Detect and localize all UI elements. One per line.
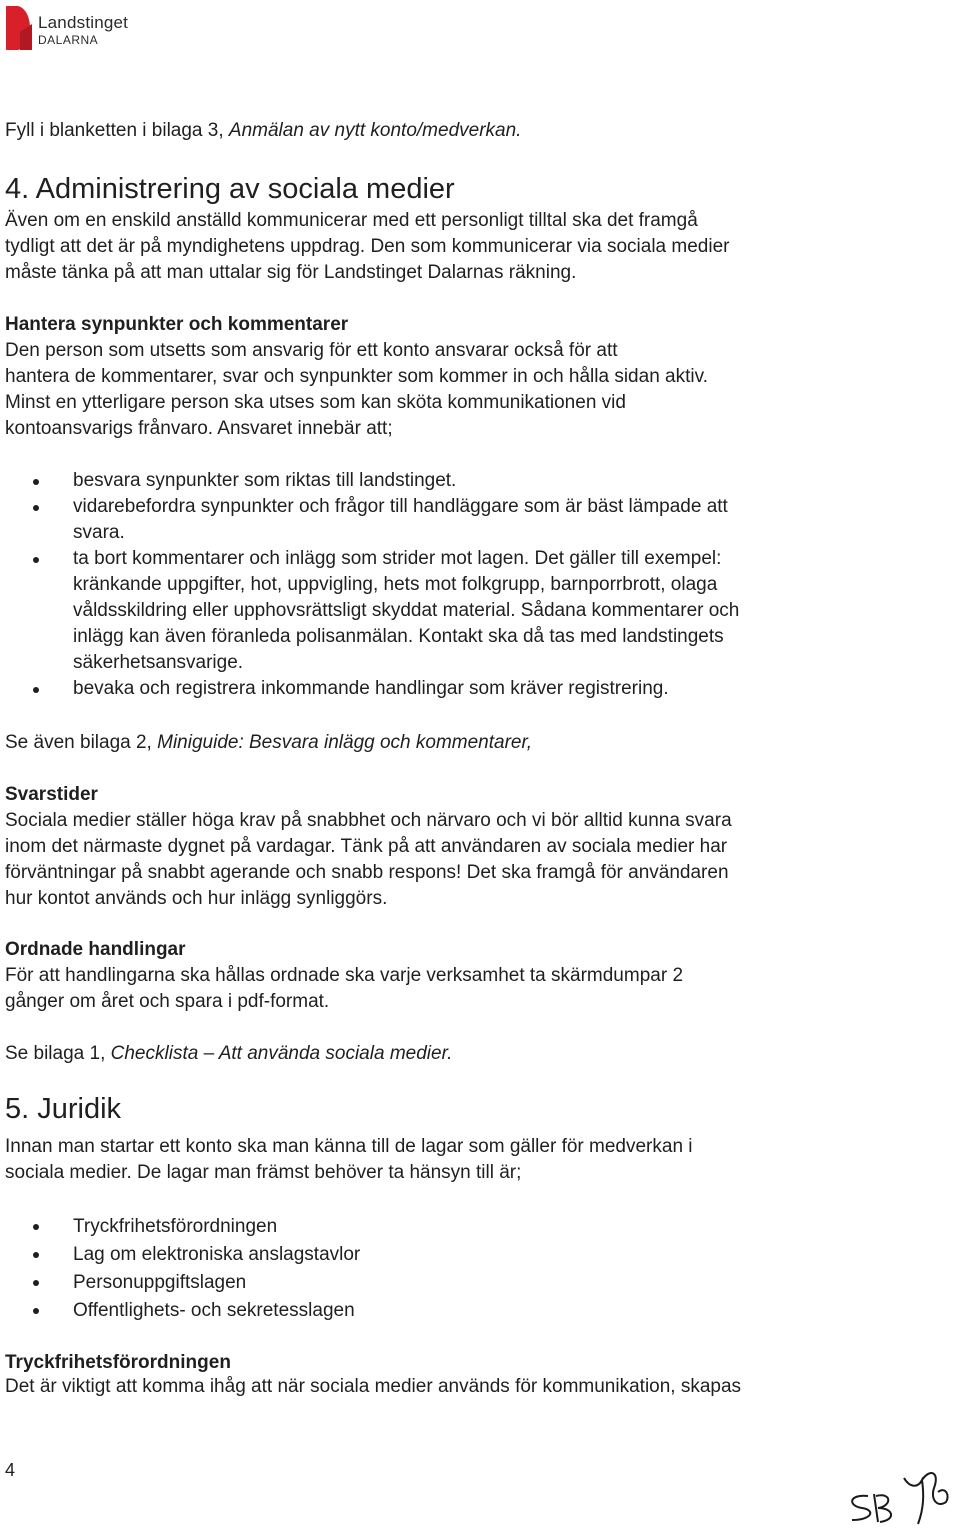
see-also-guide-title: Miniguide: Besvara inlägg och kommentarer, (157, 732, 533, 753)
section-5-paragraph (5, 1134, 955, 1186)
list-item-text: ta bort kommentarer och inlägg som strider mot lagen. Det gäller till exempel: (73, 548, 722, 569)
section-4-paragraph (5, 208, 955, 286)
tryckfrihet-paragraph (5, 1374, 955, 1400)
see-checklist-title: Checklista – Att använda sociala medier. (110, 1043, 453, 1064)
list-item-text: inlägg kan även föranleda polisanmälan. Kontakt ska då tas med landstingets (73, 626, 724, 647)
see-also-line (5, 730, 955, 756)
page-number: 4 (5, 1460, 16, 1480)
svarstider-heading: Svarstider (5, 784, 98, 805)
intro-prefix: Fyll i blanketten i bilaga 3, (5, 120, 229, 141)
hantera-heading: Hantera synpunkter och kommentarer (5, 314, 349, 335)
hantera-line-1: Den person som utsetts som ansvarig för ett konto ansvarar också för att (5, 340, 618, 361)
intro-form-title: Anmälan av nytt konto/medverkan. (228, 120, 522, 141)
ordnade-paragraph (5, 963, 955, 1015)
list-item-text: våldsskildring eller upphovsrättsligt skyddat material. Sådana kommentarer och (73, 600, 740, 621)
hantera-line-4: kontoansvarigs frånvaro. Ansvaret innebär att; (5, 418, 393, 439)
list-item-text: vidarebefordra synpunkter och frågor till handläggare som är bäst lämpade att (73, 496, 728, 517)
svarstider-line-3: förväntningar på snabbt agerande och snabb respons! Det ska framgå för användaren (5, 862, 729, 883)
logo-region: DALARNA (38, 33, 99, 47)
tryckfrihet-line-1: Det är viktigt att komma ihåg att när sociala medier används för kommunikation, skapas (5, 1376, 742, 1397)
see-also-prefix: Se även bilaga 2, (5, 732, 158, 753)
section-5-line-2: sociala medier. De lagar man främst behöver ta hänsyn till är; (5, 1162, 522, 1183)
handwritten-initials (838, 1458, 958, 1530)
ordnade-line-2: gånger om året och spara i pdf-format. (5, 991, 330, 1012)
landstinget-logo (4, 2, 128, 54)
list-item: Personuppgiftslagen (5, 1269, 955, 1297)
section-5-heading: 5. Juridik (5, 1093, 122, 1125)
logo-name: Landstinget (38, 13, 129, 32)
section-4-line-3: måste tänka på att man uttalar sig för Landstinget Dalarnas räkning. (5, 262, 577, 283)
svarstider-paragraph (5, 808, 955, 912)
list-item (5, 494, 955, 546)
list-item-text: besvara synpunkter som riktas till landstinget. (73, 470, 457, 491)
list-item: Offentlighets- och sekretesslagen (5, 1297, 955, 1325)
ordnade-line-1: För att handlingarna ska hållas ordnade ska varje verksamhet ta skärmdumpar 2 (5, 965, 684, 986)
intro-line (5, 118, 955, 144)
list-item-text: svara. (73, 522, 125, 543)
responsibility-list (5, 468, 955, 702)
svarstider-line-4: hur kontot används och hur inlägg synliggörs. (5, 888, 388, 909)
hantera-paragraph (5, 338, 955, 442)
list-item (5, 546, 955, 676)
hantera-line-2: hantera de kommentarer, svar och synpunkter som kommer in och hålla sidan aktiv. (5, 366, 708, 387)
section-4-line-1: Även om en enskild anställd kommunicerar med ett personligt tilltal ska det framgå (5, 210, 698, 231)
tryckfrihet-heading: Tryckfrihetsförordningen (5, 1352, 231, 1373)
list-item-text: kränkande uppgifter, hot, uppvigling, hets mot folkgrupp, barnporrbrott, olaga (73, 574, 718, 595)
list-item-text: bevaka och registrera inkommande handlingar som kräver registrering. (73, 678, 669, 699)
list-item: Lag om elektroniska anslagstavlor (5, 1241, 955, 1269)
section-4-heading: 4. Administrering av sociala medier (5, 173, 455, 205)
hantera-line-3: Minst en ytterligare person ska utses som kan sköta kommunikationen vid (5, 392, 626, 413)
see-checklist-line (5, 1041, 955, 1067)
see-checklist-prefix: Se bilaga 1, (5, 1043, 111, 1064)
list-item (5, 676, 955, 702)
svarstider-line-1: Sociala medier ställer höga krav på snabbhet och närvaro och vi bör alltid kunna svara (5, 810, 732, 831)
list-item: Tryckfrihetsförordningen (5, 1213, 955, 1241)
ordnade-heading: Ordnade handlingar (5, 939, 186, 960)
laws-list (5, 1213, 955, 1325)
section-5-line-1: Innan man startar ett konto ska man känna till de lagar som gäller för medverkan i (5, 1136, 693, 1157)
list-item (5, 468, 955, 494)
logo-mark-icon (4, 2, 34, 52)
svarstider-line-2: inom det närmaste dygnet på vardagar. Tänk på att användaren av sociala medier har (5, 836, 728, 857)
section-4-line-2: tydligt att det är på myndighetens uppdrag. Den som kommunicerar via sociala medier (5, 236, 730, 257)
list-item-text: säkerhetsansvarige. (73, 652, 244, 673)
